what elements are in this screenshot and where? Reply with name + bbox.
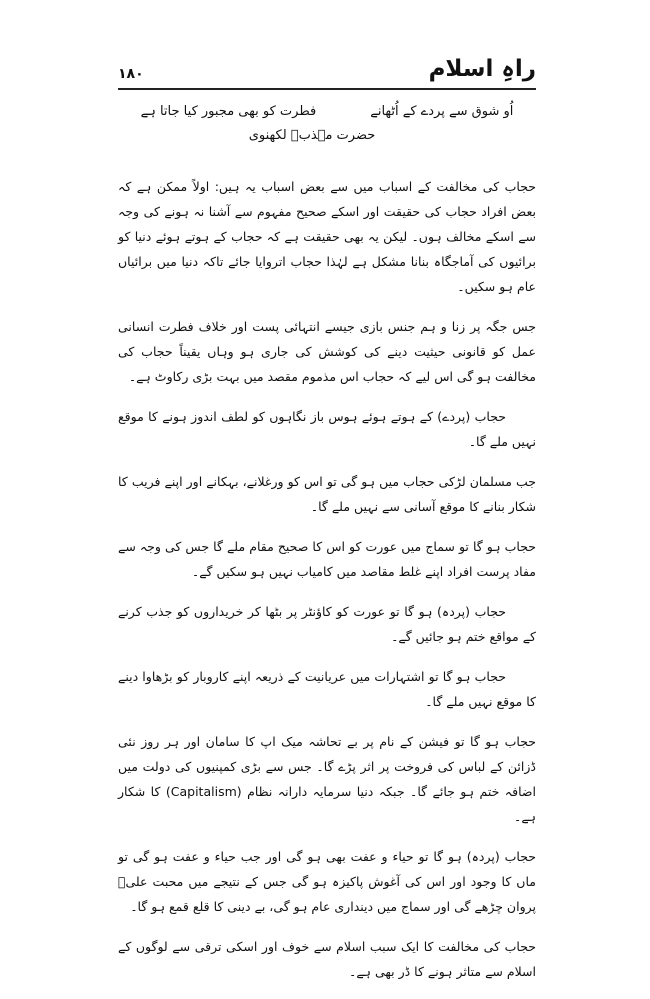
paragraph: حجاب ہو گا تو فیشن کے نام پر بے تحاشہ میک اپ کا سامان اور ہر روز نئی ڈزائن کے لباس کی فروخت پر اثر پڑے گا۔ جس سے بڑی کمپنیوں کی دولت میں اضافہ ختم ہو جائے گا۔ جبکہ دنیا سرمایہ دارانہ نظام (Capitalism) کا شکار ہے۔ (118, 734, 536, 824)
paragraph: حجاب (پردے) کے ہوتے ہوئے ہوس باز نگاہوں کو لطف اندوز ہونے کا موقع نہیں ملے گا۔ (118, 409, 536, 449)
paragraph: حجاب کی مخالفت کے اسباب میں سے بعض اسباب یہ ہیں: اولاً ممکن ہے کہ بعض افراد حجاب کی حقیقت اور اسکے صحیح مفہوم سے آشنا نہ ہونے کی وجہ سے اسکے مخالف ہوں۔ لیکن یہ بھی حقیقت ہے کہ حجاب کے ہوتے ہوئے دنیا کو برائیوں کی آماجگاہ بنانا مشکل ہے لہٰذا حجاب اتروایا جائے تاکہ دنیا میں برائیاں عام ہو سکیں۔ (118, 179, 536, 294)
paragraph: حجاب کی مخالفت کا ایک سبب اسلام سے خوف اور اسکی ترقی سے لوگوں کے اسلام سے متاثر ہونے کا ڈر بھی ہے۔ (118, 939, 536, 979)
paragraph: حجاب (پردہ) ہو گا تو حیاء و عفت بھی ہو گی اور جب حیاء و عفت ہو گی تو ماں کا وجود اور اس کی آغوش پاکیزہ ہو گی جس کے نتیجے میں محبت علیؑ پروان چڑھے گی اور سماج میں دینداری عام ہو گی، بے دینی کا قلع قمع ہو گا۔ (118, 849, 536, 914)
verse-line-left: فطرت کو بھی مجبور کیا جاتا ہے (140, 104, 317, 119)
page-header (118, 52, 536, 92)
running-title: راہِ اسلام (428, 56, 536, 82)
verse-attribution: حضرت مہذبؔ لکھنوی (248, 128, 376, 143)
paragraph: جب مسلمان لڑکی حجاب میں ہو گی تو اس کو ورغلانے، بہکانے اور اپنے فریب کا شکار بنانے کا موقع آسانی سے نہیں ملے گا۔ (118, 474, 536, 514)
verse-block (118, 104, 536, 143)
page-number: ۱۸۰ (118, 66, 144, 82)
paragraph: حجاب ہو گا تو اشتہارات میں عریانیت کے ذریعہ اپنے کاروبار کو بڑھاوا دینے کا موقع نہیں ملے گا۔ (118, 669, 536, 709)
verse-line-right: اُو شوق سے پردے کے اُٹھانے (370, 104, 514, 119)
paragraph: جس جگہ پر زنا و ہم جنس بازی جیسے انتہائی پست اور خلاف فطرت انسانی عمل کو قانونی حیثیت دینے کی کوشش کی جاری ہو وہاں یقیناً حجاب کی مخالفت ہو گی اس لیے کہ حجاب اس مذموم مقصد میں بہت بڑی رکاوٹ ہے۔ (118, 319, 536, 384)
verse-line (118, 104, 536, 128)
body-text (118, 174, 536, 999)
paragraph: حجاب ہو گا تو سماج میں عورت کو اس کا صحیح مقام ملے گا جس کی وجہ سے مفاد پرست افراد اپنے غلط مقاصد میں کامیاب نہیں ہو سکیں گے۔ (118, 539, 536, 579)
paragraph: حجاب (پردہ) ہو گا تو عورت کو کاؤنٹر پر بٹھا کر خریداروں کو جذب کرنے کے مواقع ختم ہو جائیں گے۔ (118, 604, 536, 644)
header-rule (118, 88, 536, 90)
